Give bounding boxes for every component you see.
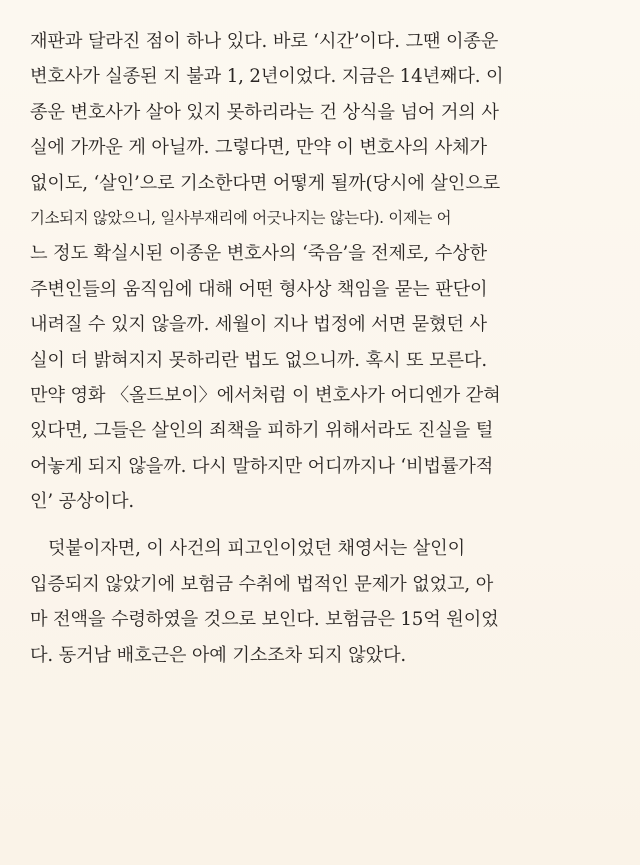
text-line: 다. 동거남 배호근은 아예 기소조차 되지 않았다. [30, 644, 407, 666]
text-line: 없이도, ‘살인’으로 기소한다면 어떻게 될까(당시에 살인으로 [30, 172, 501, 194]
text-line: 만약 영화 〈올드보이〉에서처럼 이 변호사가 어디엔가 갇혀 [30, 384, 501, 406]
text-line: 있다면, 그들은 살인의 죄책을 피하기 위해서라도 진실을 털 [30, 420, 494, 442]
text-line: 실이 더 밝혀지지 못하리란 법도 없으니까. 혹시 또 모른다. [30, 349, 487, 371]
text-line: 종운 변호사가 살아 있지 못하리라는 건 상식을 넘어 거의 사 [30, 101, 499, 123]
text-line: 기소되지 않았으니, 일사부재리에 어긋나지는 않는다). 이제는 어 [30, 208, 452, 227]
paragraph-1 [30, 24, 612, 519]
paragraph-spacer [30, 519, 612, 531]
text-line: 주변인들의 움직임에 대해 어떤 형사상 책임을 묻는 판단이 [30, 278, 488, 300]
text-line: 어놓게 되지 않을까. 다시 말하지만 어디까지나 ‘비법률가적 [30, 455, 494, 477]
text-line: 인’ 공상이다. [30, 491, 134, 513]
text-line: 실에 가까운 게 아닐까. 그렇다면, 만약 이 변호사의 사체가 [30, 137, 487, 159]
body-text [30, 24, 612, 673]
text-line: 재판과 달라진 점이 하나 있다. 바로 ‘시간’이다. 그땐 이종운 [30, 31, 499, 52]
text-line: 느 정도 확실시된 이종운 변호사의 ‘죽음’을 전제로, 수상한 [30, 243, 487, 265]
text-line: 덧붙이자면, 이 사건의 피고인이었던 채영서는 살인이 [48, 538, 466, 560]
paragraph-2 [30, 531, 612, 673]
text-line: 마 전액을 수령하였을 것으로 보인다. 보험금은 15억 원이었 [30, 609, 499, 631]
text-line: 변호사가 실종된 지 불과 1, 2년이었다. 지금은 14년째다. 이 [30, 66, 504, 88]
text-line: 입증되지 않았기에 보험금 수취에 법적인 문제가 없었고, 아 [30, 573, 494, 595]
text-line: 내려질 수 있지 않을까. 세월이 지나 법정에 서면 묻혔던 사 [30, 314, 487, 336]
